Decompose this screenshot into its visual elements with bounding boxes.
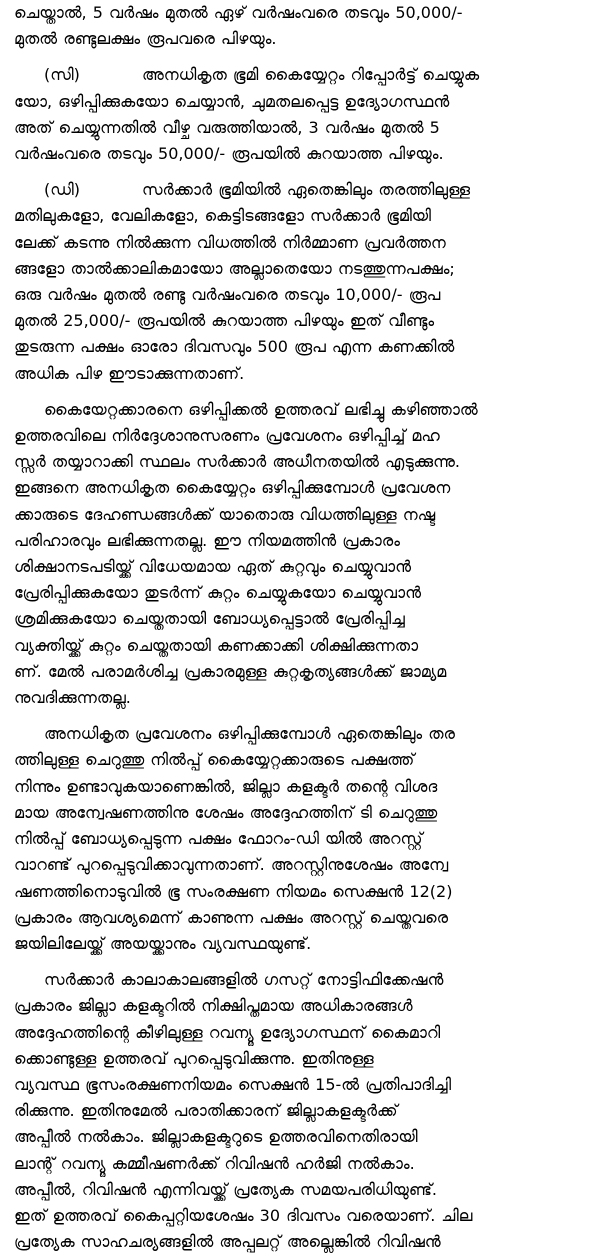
text-line: ഒരു വർഷം മുതൽ രണ്ടു വർഷംവരെ തടവും 10,000/- രൂപ: [14, 285, 441, 305]
text-line: അനധികൃത ഭൂമി കൈയ്യേറ്റം റിപ്പോർട്ട് ചെയ്യുക: [142, 65, 480, 85]
text-line: മതിലുകളോ, വേലികളോ, കെട്ടിടങ്ങളോ സർക്കാർ ഭൂമിയി: [14, 206, 431, 226]
text-line: ഇത് ഉത്തരവ് കൈപ്പറ്റിയശേഷം 30 ദിവസം വരെയാണ്. ചില: [14, 1205, 473, 1225]
text-line: മുതൽ രണ്ടുലക്ഷം രൂപവരെ പിഴയും.: [14, 29, 277, 49]
text-line: സർക്കാർ കാലാകാലങ്ങളിൽ ഗസറ്റ് നോട്ടിഫിക്കേഷൻ: [44, 970, 444, 990]
text-line: സർക്കാർ ഭൂമിയിൽ ഏതെങ്കിലും തരത്തിലുള്ള: [142, 180, 471, 200]
paragraph-clause-d: [14, 177, 592, 387]
text-line: മുതൽ 25,000/- രൂപയിൽ കുറയാത്ത പിഴയും ഇത് വീണ്ടും: [14, 311, 435, 331]
text-line: ക്കാരുടെ ദേഹണ്ഡങ്ങൾക്ക് യാതൊരു വിധത്തിലുള്ള നഷ്ട: [14, 504, 436, 524]
clause-label: (സി): [44, 65, 80, 85]
text-line: ണ്. മേൽ പരാമർശിച്ച പ്രകാരമുള്ള കുറ്റകൃത്യങ്ങൾക്ക് ജാമ്യമ: [14, 661, 447, 681]
text-line: നിൽപ്പ് ബോധ്യപ്പെടുന്ന പക്ഷം ഫോറം-ഡി യിൽ അറസ്റ്റ്: [14, 829, 423, 849]
text-line: ക്കൊണ്ടുള്ള ഉത്തരവ് പുറപ്പെടുവിക്കുന്നു. ഇതിനുള്ള: [14, 1048, 374, 1068]
text-line: ചെയ്താൽ, 5 വർഷം മുതൽ ഏഴ് വർഷംവരെ തടവും 50,000/-: [14, 3, 463, 22]
text-line: പ്രത്യേക സാഹചര്യങ്ങളിൽ അപ്പലറ്റ് അല്ലെങ്കിൽ റിവിഷൻ: [14, 1232, 441, 1252]
paragraph-penalty-continuation: [14, 0, 592, 52]
text-line: പരിഹാരവും ലഭിക്കുന്നതല്ല. ഈ നിയമത്തിൻ പ്രകാരം: [14, 530, 400, 550]
text-line: വാറണ്ട് പുറപ്പെടുവിക്കാവുന്നതാണ്. അറസ്റ്റിനുശേഷം അന്വേ: [14, 855, 449, 875]
text-line: പ്രകാരം ആവശ്യമെന്ന് കാണുന്ന പക്ഷം അറസ്റ്റ് ചെയ്തവരെ: [14, 907, 449, 927]
text-line: മായ അന്വേഷണത്തിനു ശേഷം അദ്ദേഹത്തിന് ടി ചെറുത്തു: [14, 802, 438, 822]
text-line: കൈയേറ്റക്കാരനെ ഒഴിപ്പിക്കൽ ഉത്തരവ് ലഭിച്ചു കഴിഞ്ഞാൽ: [44, 399, 478, 419]
text-line: അപ്പീൽ നൽകാം. ജില്ലാകളക്ടറുടെ ഉത്തരവിനെതിരായി: [14, 1127, 418, 1147]
text-line: അദ്ദേഹത്തിന്റെ കീഴിലുള്ള റവന്യൂ ഉദ്യോഗസ്ഥന് കൈമാറി: [14, 1022, 441, 1042]
text-line: യോ, ഒഴിപ്പിക്കുകയോ ചെയ്യാൻ, ചുമതലപ്പെട്ട ഉദ്യോഗസ്ഥൻ: [14, 91, 450, 111]
paragraph-appeal-revision: [14, 967, 592, 1255]
paragraph-clause-c: [14, 62, 592, 167]
text-line: അധിക പിഴ ഈടാക്കുന്നതാണ്.: [14, 363, 245, 383]
text-line: സ്സർ തയ്യാറാക്കി സ്ഥലം സർക്കാർ അധീനതയിൽ എടുക്കുന്നു.: [14, 452, 461, 472]
text-line: പ്രേരിപ്പിക്കുകയോ തുടർന്ന് കുറ്റം ചെയ്യുകയോ ചെയ്യുവാൻ: [14, 583, 421, 603]
text-line: ലേക്ക് കടന്നു നിൽക്കുന്ന വിധത്തിൽ നിർമ്മാണ പ്രവർത്തന: [14, 232, 446, 252]
text-line: വ്യവസ്ഥ ഭൂസംരക്ഷണനിയമം സെക്ഷൻ 15-ൽ പ്രതിപാദിച്ചി: [14, 1074, 452, 1094]
text-line: ഉത്തരവിലെ നിർദ്ദേശാനുസരണം പ്രവേശനം ഒഴിപ്പിച്ച് മഹ: [14, 426, 440, 446]
text-line: നുവദിക്കുന്നതല്ല.: [14, 688, 131, 708]
text-line: വർഷംവരെ തടവും 50,000/- രൂപയിൽ കുറയാത്ത പിഴയും.: [14, 144, 444, 164]
text-line: ശ്രമിക്കുകയോ ചെയ്തതായി ബോധ്യപ്പെട്ടാൽ പ്രേരിപ്പിച്ച: [14, 609, 405, 629]
paragraph-eviction-order: [14, 397, 592, 711]
text-line: ഇങ്ങനെ അനധികൃത കൈയ്യേറ്റം ഒഴിപ്പിക്കുമ്പോൾ പ്രവേശന: [14, 478, 451, 498]
text-line: പ്രകാരം ജില്ലാ കളക്ടറിൽ നിക്ഷിപ്തമായ അധികാരങ്ങൾ: [14, 996, 413, 1016]
text-line: ങ്ങളോ താൽക്കാലികമായോ അല്ലാതെയോ നടത്തുന്നപക്ഷം;: [14, 258, 455, 278]
text-line: അനധികൃത പ്രവേശനം ഒഴിപ്പിക്കുമ്പോൾ ഏതെങ്കിലും തര: [44, 724, 455, 744]
text-line: ലാന്റ് റവന്യൂ കമ്മീഷണർക്ക് റിവിഷൻ ഹർജി നൽകാം.: [14, 1153, 415, 1173]
clause-label: (ഡി): [44, 180, 80, 200]
text-line: ജയിലിലേയ്ക്ക് അയയ്ക്കാനും വ്യവസ്ഥയുണ്ട്.: [14, 933, 312, 953]
text-line: ഷണത്തിനൊടുവിൽ ഭൂ സംരക്ഷണ നിയമം സെക്ഷൻ 12(2): [14, 881, 453, 901]
text-line: ത്തിലുള്ള ചെറുത്തു നിൽപ്പ് കൈയ്യേറ്റക്കാരുടെ പക്ഷത്ത്: [14, 750, 415, 770]
text-line: അപ്പീൽ, റിവിഷൻ എന്നിവയ്ക്ക് പ്രത്യേക സമയപരിധിയുണ്ട്.: [14, 1179, 438, 1199]
text-line: ശിക്ഷാനടപടിയ്ക്ക് വിധേയമായ ഏത് കുറ്റവും ചെയ്യുവാൻ: [14, 557, 412, 577]
paragraph-resistance-arrest: [14, 721, 592, 957]
text-line: നിന്നും ഉണ്ടാവുകയാണെങ്കിൽ, ജില്ലാ കളക്ടർ തന്റെ വിശദ: [14, 776, 438, 796]
text-line: തുടരുന്ന പക്ഷം ഓരോ ദിവസവും 500 രൂപ എന്ന കണക്കിൽ: [14, 337, 455, 357]
text-line: വ്യക്തിയ്ക്ക് കുറ്റം ചെയ്തതായി കണക്കാക്കി ശിക്ഷിക്കുന്നതാ: [14, 635, 419, 655]
text-line: അത് ചെയ്യുന്നതിൽ വീഴ്ച വരുത്തിയാൽ, 3 വർഷം മുതൽ 5: [14, 117, 440, 137]
clause-first-line: [14, 177, 592, 203]
clause-first-line: [14, 62, 592, 88]
text-line: രിക്കുന്നു. ഇതിനുമേൽ പരാതിക്കാരന് ജില്ലാകളക്ടർക്ക്: [14, 1101, 398, 1121]
